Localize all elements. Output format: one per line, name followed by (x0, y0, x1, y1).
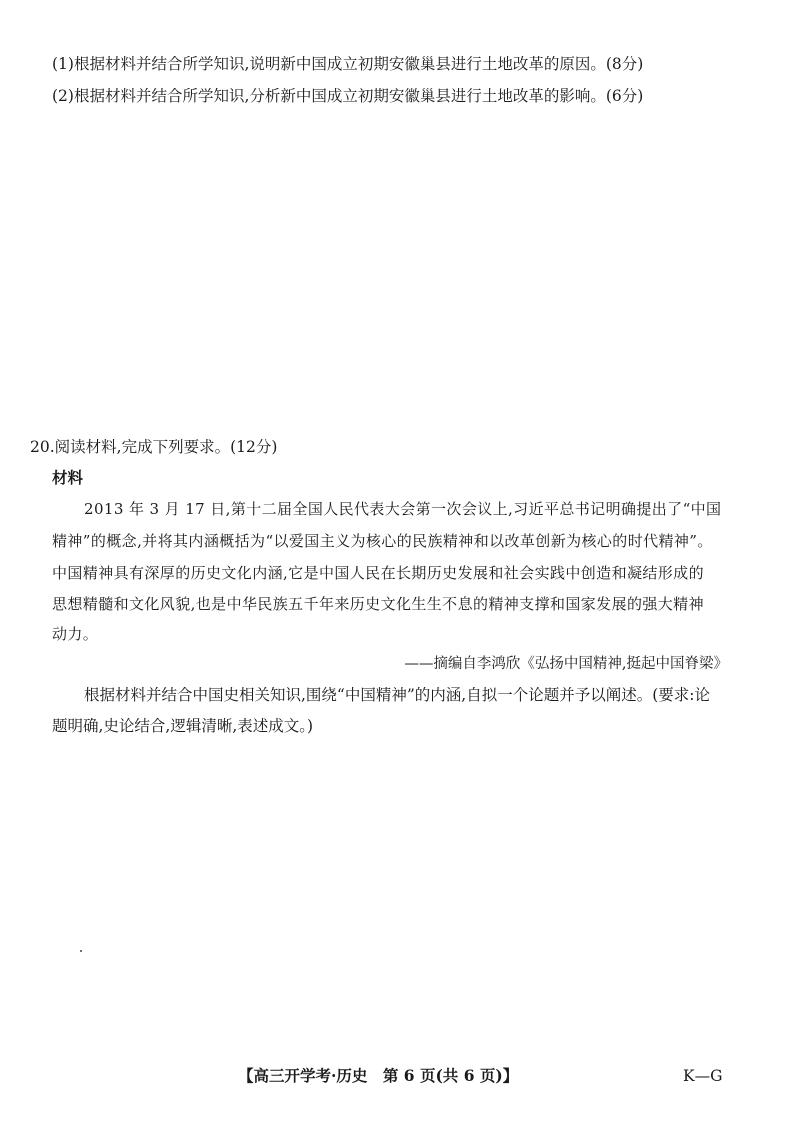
page-footer: 【高三开学考·历史 第 6 页(共 6 页)】 (238, 1066, 519, 1085)
task-line-2: 题明确,史论结合,逻辑清晰,表述成文。) (52, 717, 314, 735)
material-line-5: 动力。 (52, 625, 99, 643)
material-line-1: 2013 年 3 月 17 日,第十二届全国人民代表大会第一次会议上,习近平总书记明确提出了“中国 (84, 500, 722, 518)
task-line-1: 根据材料并结合中国史相关知识,围绕“中国精神”的内涵,自拟一个论题并予以阐述。(要求:论 (84, 686, 710, 704)
question-20-heading: 20.阅读材料,完成下列要求。(12分) (30, 438, 278, 456)
paper-code: K—G (683, 1067, 723, 1085)
material-label: 材料 (52, 468, 84, 487)
material-attribution: ——摘编自李鸿欣《弘扬中国精神,挺起中国脊梁》 (404, 656, 728, 672)
material-line-4: 思想精髓和文化风貌,也是中华民族五千年来历史文化生生不息的精神支撑和国家发展的强大精神 (52, 595, 704, 613)
material-line-2: 精神”的概念,并将其内涵概括为“以爱国主义为核心的民族精神和以改革创新为核心的时代精神”。 (52, 532, 713, 550)
material-line-3: 中国精神具有深厚的历史文化内涵,它是中国人民在长期历史发展和社会实践中创造和凝结形成的 (52, 564, 704, 582)
question-19-part2: (2)根据材料并结合所学知识,分析新中国成立初期安徽巢县进行土地改革的影响。(6分) (52, 87, 644, 105)
scan-speck (80, 950, 82, 952)
question-19-part1: (1)根据材料并结合所学知识,说明新中国成立初期安徽巢县进行土地改革的原因。(8分) (52, 55, 644, 73)
